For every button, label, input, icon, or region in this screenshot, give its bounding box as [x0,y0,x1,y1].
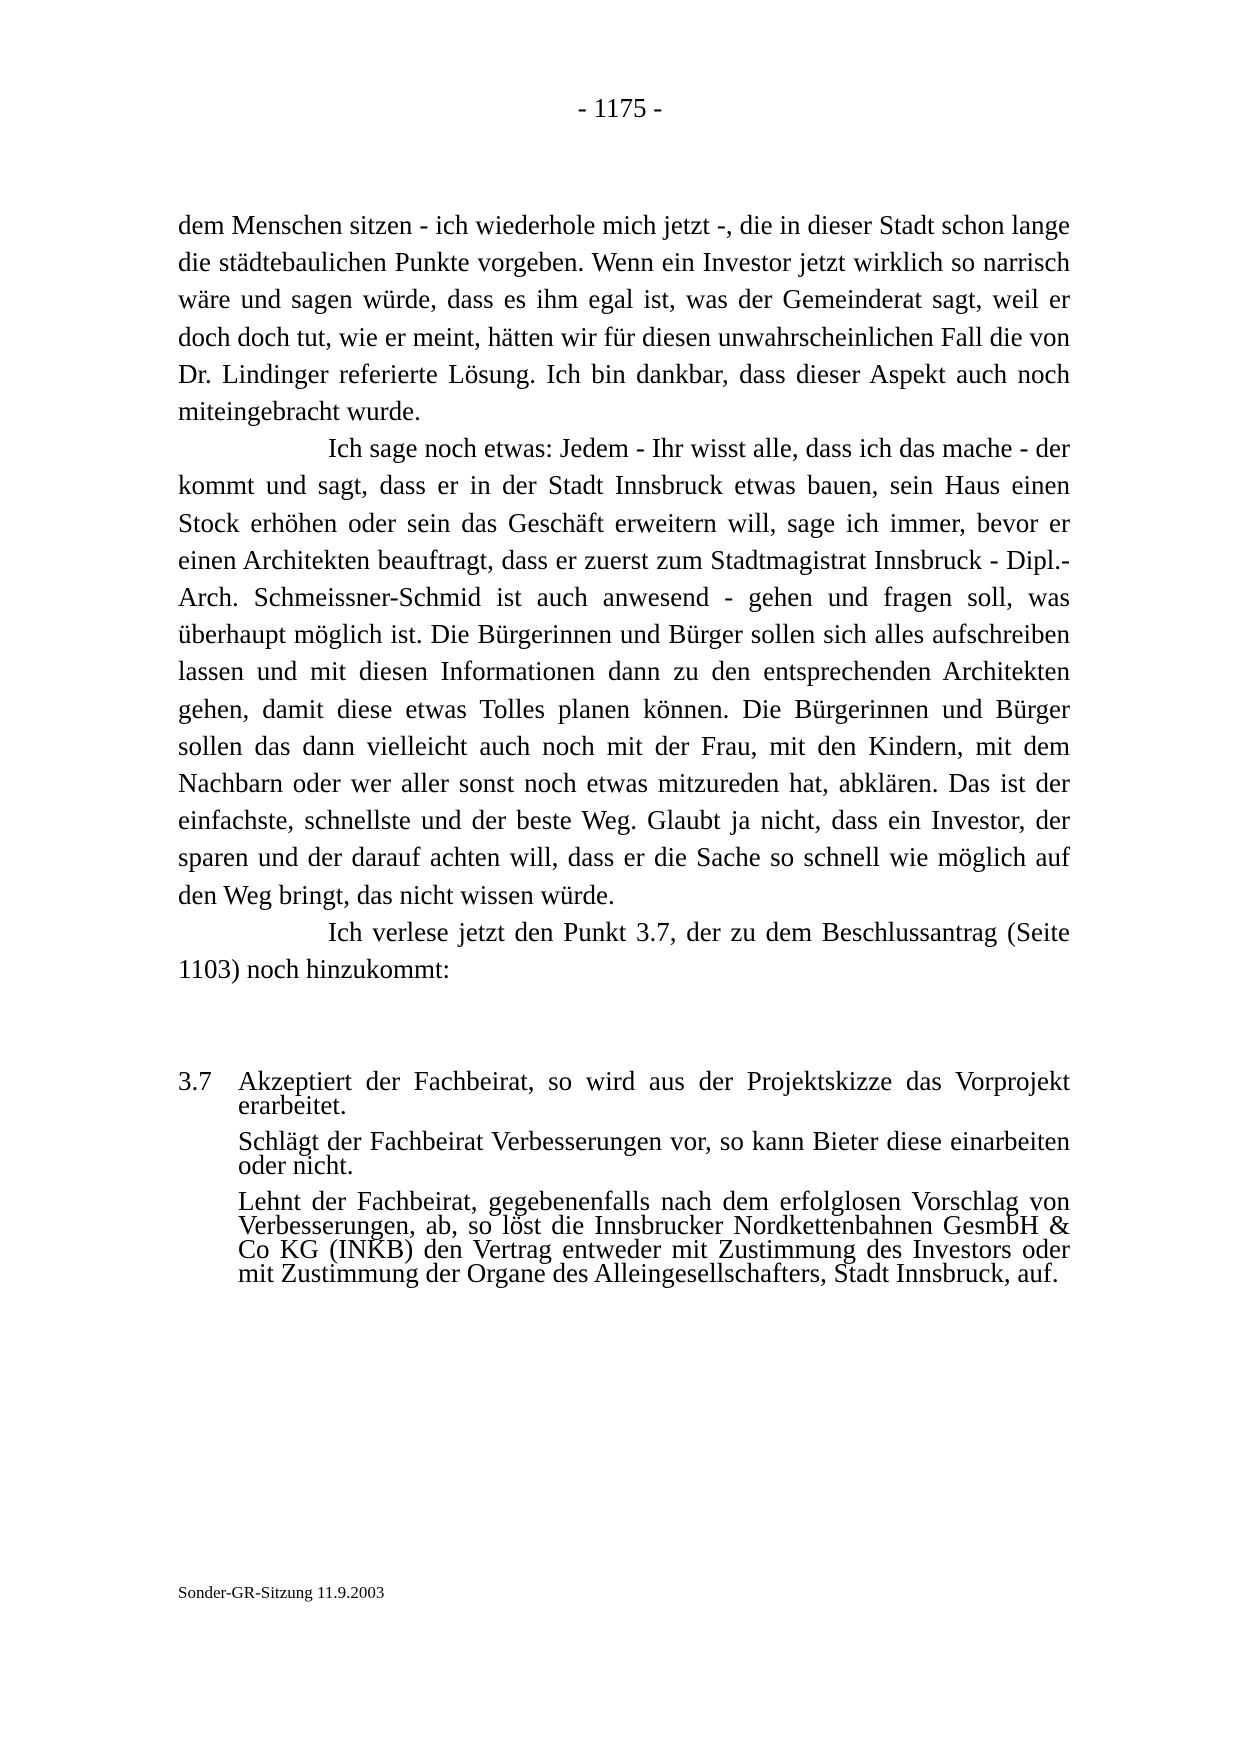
page-number: - 1175 - [577,93,663,123]
body-text [178,207,1070,988]
item-paragraph: Lehnt der Fachbeirat, gegebenenfalls nach dem erfolglosen Vorschlag von Verbesserungen, ab, so löst die Innsbrucker Nordkettenbahnen GesmbH & Co KG (INKB) den Vertrag entweder mit Zustimmung des Investors oder mit Zustimmung der Organe des Alleingesellschafters, Stadt Innsbruck, auf. [238,1186,1070,1288]
item-number: 3.7 [178,1066,212,1096]
item-paragraph: Akzeptiert der Fachbeirat, so wird aus der Projektskizze das Vorprojekt erarbeitet. [238,1066,1070,1120]
paragraph: Ich verlese jetzt den Punkt 3.7, der zu dem Beschlussantrag (Seite 1103) noch hinzukommt: [178,916,1070,985]
paragraph: dem Menschen sitzen - ich wiederhole mich jetzt -, die in dieser Stadt schon lange die städtebaulichen Punkte vorgeben. Wenn ein Investor jetzt wirklich so narrisch wäre und sagen würde, dass es ihm egal ist, was der Gemeinderat sagt, weil er doch doch tut, wie er meint, hätten wir für diesen unwahrscheinlichen Fall die von Dr. Lindinger referierte Lösung. Ich bin dankbar, dass dieser Aspekt auch noch miteingebracht wurde. [178,210,1070,427]
item-content [238,1066,1070,1288]
numbered-item [178,1066,1070,1297]
item-paragraph: Schlägt der Fachbeirat Verbesserungen vor, so kann Bieter diese einarbeiten oder nicht. [238,1126,1070,1180]
footer-session-label: Sonder-GR-Sitzung 11.9.2003 [178,1583,385,1602]
paragraph: Ich sage noch etwas: Jedem - Ihr wisst alle, dass ich das mache - der kommt und sagt, dass er in der Stadt Innsbruck etwas bauen, sein Haus einen Stock erhöhen oder sein das Geschäft erweitern will, sage ich immer, bevor er einen Architekten beauftragt, dass er zuerst zum Stadtmagistrat Innsbruck - Dipl.-Arch. Schmeissner-Schmid ist auch anwesend - gehen und fragen soll, was überhaupt möglich ist. Die Bürgerinnen und Bürger sollen sich alles aufschreiben lassen und mit diesen Informationen dann zu den entsprechenden Architekten gehen, damit diese etwas Tolles planen können. Die Bürgerinnen und Bürger sollen das dann vielleicht auch noch mit der Frau, mit den Kindern, mit dem Nachbarn oder wer aller sonst noch etwas mitzureden hat, abklären. Das ist der einfachste, schnellste und der beste Weg. Glaubt ja nicht, dass ein Investor, der sparen und der darauf achten will, dass er die Sache so schnell wie möglich auf den Weg bringt, das nicht wissen würde. [178,433,1070,910]
